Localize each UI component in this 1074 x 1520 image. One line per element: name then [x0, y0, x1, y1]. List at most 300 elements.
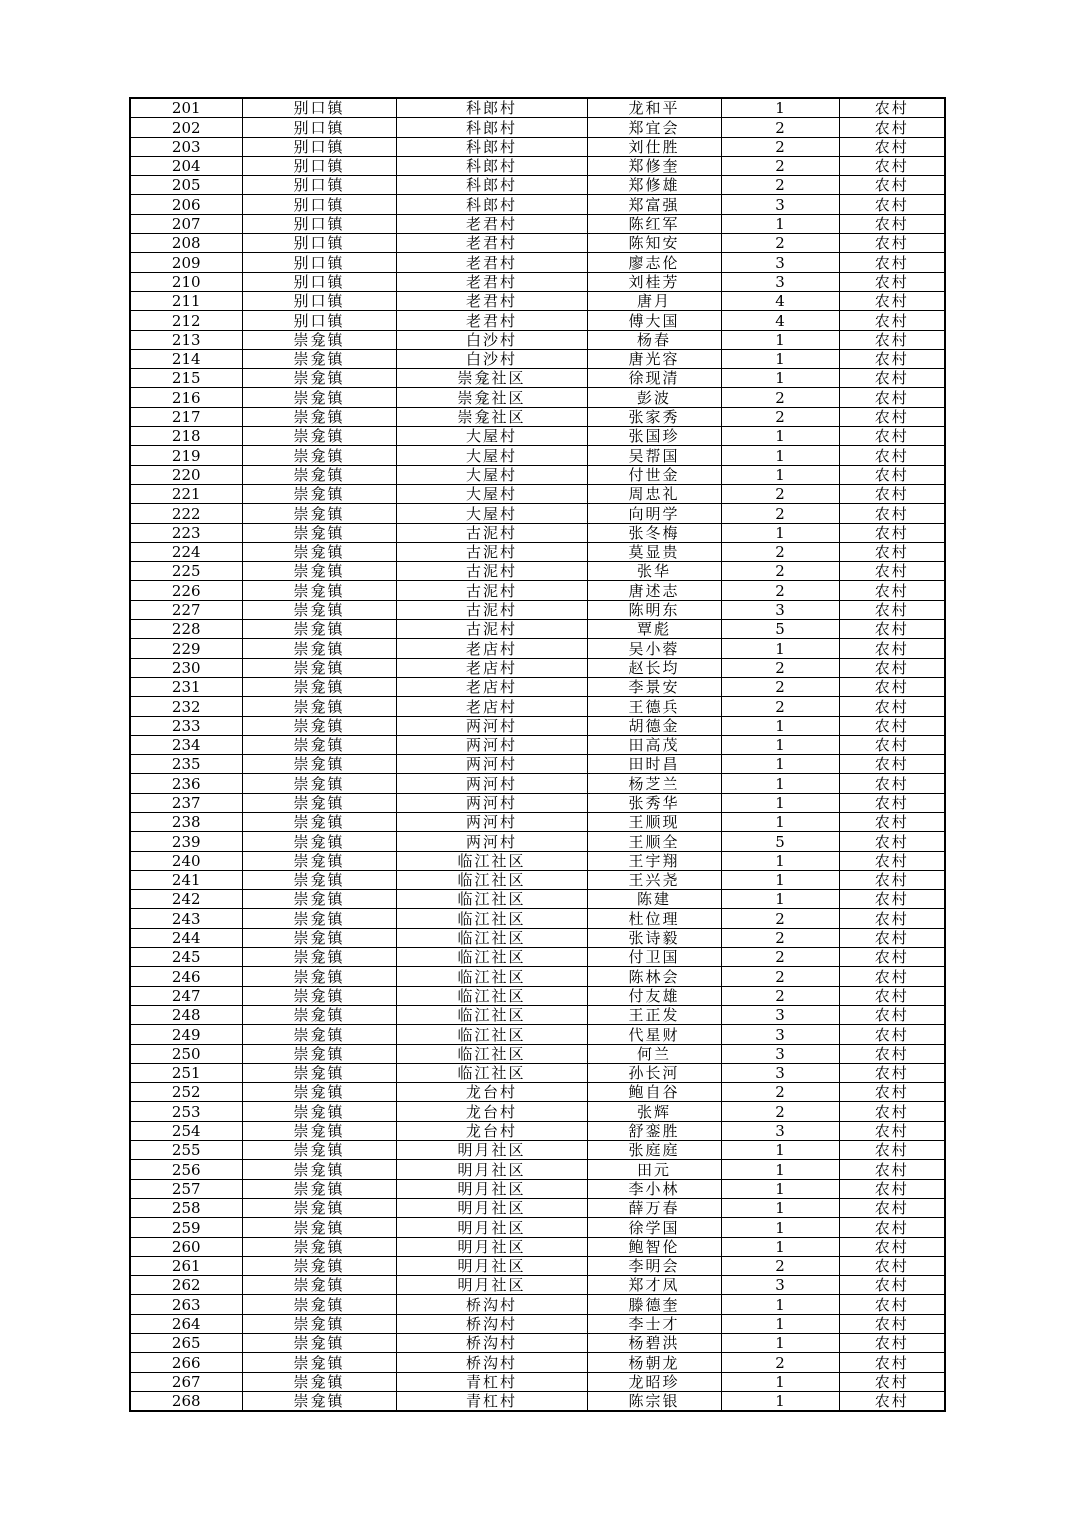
row-number-cell: 202 [130, 118, 242, 137]
name-cell: 舒銮胜 [587, 1121, 721, 1140]
row-number-cell: 218 [130, 427, 242, 446]
row-number-cell: 207 [130, 214, 242, 233]
type-cell: 农村 [839, 484, 945, 503]
row-number-cell: 239 [130, 832, 242, 851]
table-row [130, 272, 945, 291]
count-cell: 2 [721, 677, 839, 696]
town-cell: 别口镇 [242, 234, 396, 253]
count-cell: 2 [721, 1102, 839, 1121]
name-cell: 代星财 [587, 1025, 721, 1044]
type-cell: 农村 [839, 1141, 945, 1160]
table-row [130, 1160, 945, 1179]
town-cell: 崇龛镇 [242, 1005, 396, 1024]
village-cell: 明月社区 [396, 1160, 587, 1179]
count-cell: 1 [721, 774, 839, 793]
village-cell: 青杠村 [396, 1372, 587, 1391]
name-cell: 陈建 [587, 890, 721, 909]
table-row [130, 1372, 945, 1391]
row-number-cell: 203 [130, 137, 242, 156]
count-cell: 1 [721, 1141, 839, 1160]
type-cell: 农村 [839, 523, 945, 542]
count-cell: 2 [721, 562, 839, 581]
town-cell: 崇龛镇 [242, 1334, 396, 1353]
table-row [130, 446, 945, 465]
type-cell: 农村 [839, 1276, 945, 1295]
count-cell: 1 [721, 369, 839, 388]
name-cell: 鲍智伦 [587, 1237, 721, 1256]
town-cell: 崇龛镇 [242, 967, 396, 986]
type-cell: 农村 [839, 1218, 945, 1237]
type-cell: 农村 [839, 890, 945, 909]
row-number-cell: 266 [130, 1353, 242, 1372]
table-row [130, 388, 945, 407]
row-number-cell: 201 [130, 98, 242, 118]
table-row [130, 118, 945, 137]
table-row [130, 1121, 945, 1140]
table-row [130, 311, 945, 330]
town-cell: 崇龛镇 [242, 1353, 396, 1372]
village-cell: 科郎村 [396, 118, 587, 137]
type-cell: 农村 [839, 1198, 945, 1217]
village-cell: 明月社区 [396, 1179, 587, 1198]
town-cell: 别口镇 [242, 214, 396, 233]
count-cell: 3 [721, 1063, 839, 1082]
row-number-cell: 215 [130, 369, 242, 388]
row-number-cell: 221 [130, 484, 242, 503]
count-cell: 1 [721, 755, 839, 774]
name-cell: 唐光容 [587, 349, 721, 368]
village-cell: 古泥村 [396, 562, 587, 581]
village-cell: 桥沟村 [396, 1295, 587, 1314]
type-cell: 农村 [839, 195, 945, 214]
count-cell: 2 [721, 137, 839, 156]
village-cell: 明月社区 [396, 1218, 587, 1237]
town-cell: 崇龛镇 [242, 562, 396, 581]
count-cell: 3 [721, 253, 839, 272]
type-cell: 农村 [839, 600, 945, 619]
count-cell: 2 [721, 388, 839, 407]
village-cell: 临江社区 [396, 928, 587, 947]
type-cell: 农村 [839, 1179, 945, 1198]
table-row [130, 562, 945, 581]
type-cell: 农村 [839, 1353, 945, 1372]
village-cell: 桥沟村 [396, 1314, 587, 1333]
name-cell: 李士才 [587, 1314, 721, 1333]
town-cell: 崇龛镇 [242, 1102, 396, 1121]
count-cell: 3 [721, 1044, 839, 1063]
table-row [130, 349, 945, 368]
row-number-cell: 244 [130, 928, 242, 947]
type-cell: 农村 [839, 118, 945, 137]
row-number-cell: 267 [130, 1372, 242, 1391]
type-cell: 农村 [839, 1121, 945, 1140]
type-cell: 农村 [839, 1083, 945, 1102]
row-number-cell: 256 [130, 1160, 242, 1179]
name-cell: 周忠礼 [587, 484, 721, 503]
table-row [130, 1005, 945, 1024]
row-number-cell: 238 [130, 812, 242, 831]
table-row [130, 697, 945, 716]
village-cell: 科郎村 [396, 156, 587, 175]
name-cell: 付卫国 [587, 948, 721, 967]
count-cell: 5 [721, 832, 839, 851]
town-cell: 崇龛镇 [242, 1025, 396, 1044]
town-cell: 别口镇 [242, 291, 396, 310]
village-cell: 青杠村 [396, 1391, 587, 1411]
count-cell: 2 [721, 156, 839, 175]
village-cell: 两河村 [396, 812, 587, 831]
data-table [129, 97, 946, 1412]
village-cell: 科郎村 [396, 137, 587, 156]
town-cell: 崇龛镇 [242, 349, 396, 368]
table-row [130, 755, 945, 774]
row-number-cell: 233 [130, 716, 242, 735]
table-row [130, 812, 945, 831]
table-row [130, 581, 945, 600]
town-cell: 崇龛镇 [242, 774, 396, 793]
count-cell: 1 [721, 1237, 839, 1256]
name-cell: 莫显贵 [587, 542, 721, 561]
town-cell: 崇龛镇 [242, 369, 396, 388]
type-cell: 农村 [839, 504, 945, 523]
village-cell: 古泥村 [396, 542, 587, 561]
type-cell: 农村 [839, 851, 945, 870]
row-number-cell: 241 [130, 870, 242, 889]
row-number-cell: 225 [130, 562, 242, 581]
type-cell: 农村 [839, 870, 945, 889]
table-row [130, 1044, 945, 1063]
row-number-cell: 219 [130, 446, 242, 465]
count-cell: 2 [721, 504, 839, 523]
village-cell: 两河村 [396, 716, 587, 735]
town-cell: 崇龛镇 [242, 716, 396, 735]
town-cell: 崇龛镇 [242, 446, 396, 465]
name-cell: 何兰 [587, 1044, 721, 1063]
village-cell: 临江社区 [396, 967, 587, 986]
village-cell: 科郎村 [396, 176, 587, 195]
name-cell: 田高茂 [587, 735, 721, 754]
row-number-cell: 251 [130, 1063, 242, 1082]
type-cell: 农村 [839, 1334, 945, 1353]
row-number-cell: 224 [130, 542, 242, 561]
type-cell: 农村 [839, 1295, 945, 1314]
type-cell: 农村 [839, 176, 945, 195]
town-cell: 崇龛镇 [242, 1160, 396, 1179]
table-row [130, 234, 945, 253]
row-number-cell: 237 [130, 793, 242, 812]
table-row [130, 735, 945, 754]
table-row [130, 195, 945, 214]
type-cell: 农村 [839, 832, 945, 851]
town-cell: 崇龛镇 [242, 928, 396, 947]
town-cell: 别口镇 [242, 156, 396, 175]
village-cell: 老君村 [396, 311, 587, 330]
type-cell: 农村 [839, 620, 945, 639]
name-cell: 付友雄 [587, 986, 721, 1005]
name-cell: 王德兵 [587, 697, 721, 716]
count-cell: 1 [721, 330, 839, 349]
village-cell: 白沙村 [396, 349, 587, 368]
count-cell: 2 [721, 1256, 839, 1275]
village-cell: 老君村 [396, 214, 587, 233]
village-cell: 老君村 [396, 272, 587, 291]
name-cell: 郑修雄 [587, 176, 721, 195]
type-cell: 农村 [839, 1391, 945, 1411]
village-cell: 白沙村 [396, 330, 587, 349]
type-cell: 农村 [839, 1025, 945, 1044]
table-row [130, 909, 945, 928]
town-cell: 崇龛镇 [242, 851, 396, 870]
count-cell: 2 [721, 1083, 839, 1102]
name-cell: 孙长河 [587, 1063, 721, 1082]
row-number-cell: 208 [130, 234, 242, 253]
name-cell: 张诗毅 [587, 928, 721, 947]
table-row [130, 137, 945, 156]
village-cell: 临江社区 [396, 948, 587, 967]
row-number-cell: 255 [130, 1141, 242, 1160]
village-cell: 古泥村 [396, 620, 587, 639]
count-cell: 2 [721, 118, 839, 137]
name-cell: 陈知安 [587, 234, 721, 253]
row-number-cell: 230 [130, 658, 242, 677]
town-cell: 崇龛镇 [242, 330, 396, 349]
name-cell: 向明学 [587, 504, 721, 523]
row-number-cell: 250 [130, 1044, 242, 1063]
count-cell: 1 [721, 523, 839, 542]
count-cell: 3 [721, 600, 839, 619]
town-cell: 崇龛镇 [242, 793, 396, 812]
count-cell: 1 [721, 851, 839, 870]
town-cell: 崇龛镇 [242, 1141, 396, 1160]
town-cell: 崇龛镇 [242, 1063, 396, 1082]
type-cell: 农村 [839, 948, 945, 967]
name-cell: 付世金 [587, 465, 721, 484]
row-number-cell: 245 [130, 948, 242, 967]
name-cell: 陈宗银 [587, 1391, 721, 1411]
count-cell: 1 [721, 716, 839, 735]
name-cell: 唐月 [587, 291, 721, 310]
row-number-cell: 243 [130, 909, 242, 928]
type-cell: 农村 [839, 677, 945, 696]
name-cell: 王兴尧 [587, 870, 721, 889]
table-row [130, 1198, 945, 1217]
count-cell: 1 [721, 870, 839, 889]
town-cell: 别口镇 [242, 118, 396, 137]
count-cell: 3 [721, 1025, 839, 1044]
row-number-cell: 254 [130, 1121, 242, 1140]
name-cell: 张家秀 [587, 407, 721, 426]
village-cell: 科郎村 [396, 98, 587, 118]
town-cell: 崇龛镇 [242, 832, 396, 851]
row-number-cell: 263 [130, 1295, 242, 1314]
row-number-cell: 227 [130, 600, 242, 619]
village-cell: 两河村 [396, 832, 587, 851]
row-number-cell: 258 [130, 1198, 242, 1217]
town-cell: 别口镇 [242, 98, 396, 118]
village-cell: 大屋村 [396, 465, 587, 484]
row-number-cell: 259 [130, 1218, 242, 1237]
name-cell: 赵长均 [587, 658, 721, 677]
row-number-cell: 228 [130, 620, 242, 639]
count-cell: 2 [721, 1353, 839, 1372]
table-row [130, 1334, 945, 1353]
village-cell: 老君村 [396, 291, 587, 310]
row-number-cell: 213 [130, 330, 242, 349]
village-cell: 桥沟村 [396, 1334, 587, 1353]
row-number-cell: 246 [130, 967, 242, 986]
row-number-cell: 236 [130, 774, 242, 793]
row-number-cell: 261 [130, 1256, 242, 1275]
table-row [130, 1256, 945, 1275]
row-number-cell: 210 [130, 272, 242, 291]
count-cell: 1 [721, 214, 839, 233]
table-row [130, 504, 945, 523]
name-cell: 李景安 [587, 677, 721, 696]
table-body [130, 98, 945, 1411]
count-cell: 1 [721, 1372, 839, 1391]
type-cell: 农村 [839, 909, 945, 928]
town-cell: 别口镇 [242, 195, 396, 214]
name-cell: 郑富强 [587, 195, 721, 214]
table-row [130, 427, 945, 446]
name-cell: 张辉 [587, 1102, 721, 1121]
row-number-cell: 211 [130, 291, 242, 310]
count-cell: 3 [721, 1005, 839, 1024]
row-number-cell: 257 [130, 1179, 242, 1198]
town-cell: 崇龛镇 [242, 677, 396, 696]
village-cell: 两河村 [396, 735, 587, 754]
table-row [130, 677, 945, 696]
count-cell: 2 [721, 176, 839, 195]
village-cell: 龙台村 [396, 1121, 587, 1140]
name-cell: 杨朝龙 [587, 1353, 721, 1372]
row-number-cell: 260 [130, 1237, 242, 1256]
count-cell: 1 [721, 1295, 839, 1314]
count-cell: 1 [721, 735, 839, 754]
village-cell: 大屋村 [396, 484, 587, 503]
name-cell: 徐现清 [587, 369, 721, 388]
name-cell: 彭波 [587, 388, 721, 407]
village-cell: 临江社区 [396, 986, 587, 1005]
row-number-cell: 247 [130, 986, 242, 1005]
table-row [130, 484, 945, 503]
town-cell: 崇龛镇 [242, 909, 396, 928]
count-cell: 2 [721, 697, 839, 716]
town-cell: 崇龛镇 [242, 1237, 396, 1256]
table-row [130, 176, 945, 195]
town-cell: 崇龛镇 [242, 870, 396, 889]
type-cell: 农村 [839, 427, 945, 446]
name-cell: 王正发 [587, 1005, 721, 1024]
type-cell: 农村 [839, 967, 945, 986]
town-cell: 崇龛镇 [242, 948, 396, 967]
type-cell: 农村 [839, 697, 945, 716]
name-cell: 杨芝兰 [587, 774, 721, 793]
table-row [130, 407, 945, 426]
type-cell: 农村 [839, 1160, 945, 1179]
name-cell: 王顺全 [587, 832, 721, 851]
name-cell: 刘仕胜 [587, 137, 721, 156]
name-cell: 田元 [587, 1160, 721, 1179]
table-row [130, 1314, 945, 1333]
row-number-cell: 217 [130, 407, 242, 426]
village-cell: 临江社区 [396, 1063, 587, 1082]
table-row [130, 1237, 945, 1256]
name-cell: 陈林会 [587, 967, 721, 986]
village-cell: 古泥村 [396, 600, 587, 619]
table-row [130, 1025, 945, 1044]
town-cell: 别口镇 [242, 253, 396, 272]
name-cell: 郑宜会 [587, 118, 721, 137]
table-row [130, 542, 945, 561]
count-cell: 1 [721, 812, 839, 831]
type-cell: 农村 [839, 465, 945, 484]
count-cell: 2 [721, 407, 839, 426]
type-cell: 农村 [839, 214, 945, 233]
village-cell: 两河村 [396, 774, 587, 793]
town-cell: 崇龛镇 [242, 1044, 396, 1063]
name-cell: 龙和平 [587, 98, 721, 118]
table-row [130, 156, 945, 175]
type-cell: 农村 [839, 388, 945, 407]
type-cell: 农村 [839, 812, 945, 831]
table-row [130, 600, 945, 619]
table-row [130, 1295, 945, 1314]
table-row [130, 948, 945, 967]
town-cell: 崇龛镇 [242, 1372, 396, 1391]
type-cell: 农村 [839, 581, 945, 600]
table-row [130, 774, 945, 793]
type-cell: 农村 [839, 234, 945, 253]
town-cell: 崇龛镇 [242, 600, 396, 619]
table-row [130, 716, 945, 735]
name-cell: 陈红军 [587, 214, 721, 233]
table-row [130, 369, 945, 388]
name-cell: 郑修奎 [587, 156, 721, 175]
row-number-cell: 252 [130, 1083, 242, 1102]
table-row [130, 253, 945, 272]
row-number-cell: 223 [130, 523, 242, 542]
name-cell: 唐述志 [587, 581, 721, 600]
count-cell: 1 [721, 349, 839, 368]
type-cell: 农村 [839, 658, 945, 677]
town-cell: 崇龛镇 [242, 465, 396, 484]
village-cell: 古泥村 [396, 581, 587, 600]
village-cell: 老店村 [396, 658, 587, 677]
village-cell: 桥沟村 [396, 1353, 587, 1372]
type-cell: 农村 [839, 639, 945, 658]
count-cell: 1 [721, 465, 839, 484]
name-cell: 覃彪 [587, 620, 721, 639]
name-cell: 杨春 [587, 330, 721, 349]
table-row [130, 928, 945, 947]
name-cell: 李明会 [587, 1256, 721, 1275]
type-cell: 农村 [839, 774, 945, 793]
table-row [130, 291, 945, 310]
type-cell: 农村 [839, 311, 945, 330]
count-cell: 2 [721, 658, 839, 677]
type-cell: 农村 [839, 755, 945, 774]
row-number-cell: 242 [130, 890, 242, 909]
town-cell: 崇龛镇 [242, 986, 396, 1005]
village-cell: 明月社区 [396, 1276, 587, 1295]
row-number-cell: 231 [130, 677, 242, 696]
village-cell: 明月社区 [396, 1237, 587, 1256]
village-cell: 龙台村 [396, 1102, 587, 1121]
count-cell: 2 [721, 986, 839, 1005]
table-row [130, 1179, 945, 1198]
table-row [130, 1218, 945, 1237]
